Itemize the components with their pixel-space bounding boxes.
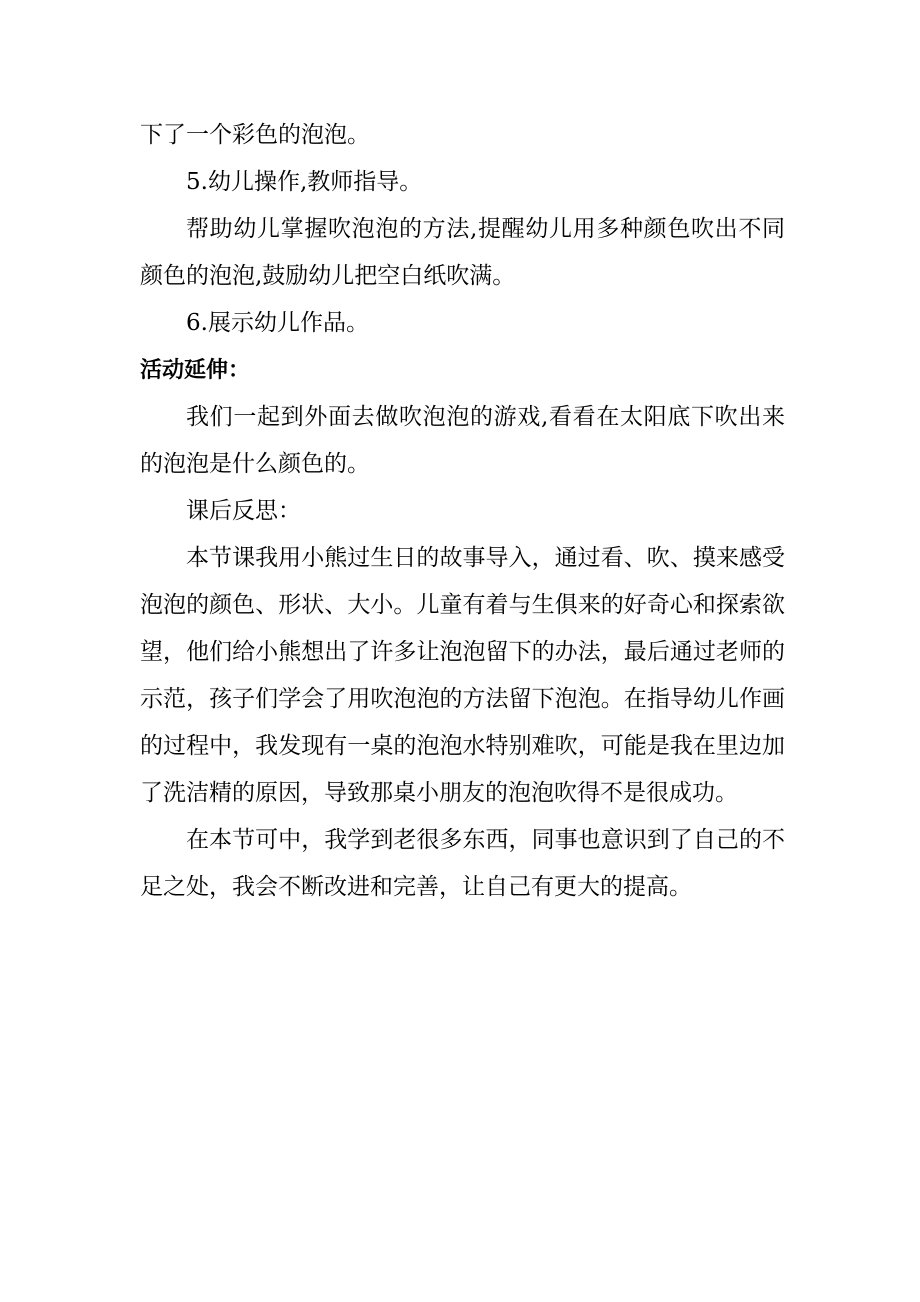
paragraph-step-5: 5.幼儿操作,教师指导。 [186, 169, 423, 195]
paragraph-step-5-detail: 帮助幼儿掌握吹泡泡的方法,提醒幼儿用多种颜色吹出不同颜色的泡泡,鼓励幼儿把空白纸吹满。 [140, 216, 785, 289]
paragraph-extension: 我们一起到外面去做吹泡泡的游戏,看看在太阳底下吹出来的泡泡是什么颜色的。 [140, 404, 785, 477]
paragraph-continuation: 下了一个彩色的泡泡。 [140, 122, 370, 148]
paragraph-step-6: 6.展示幼儿作品。 [186, 310, 369, 336]
paragraph-reflection-conclusion: 在本节可中，我学到老很多东西，同事也意识到了自己的不足之处，我会不断改进和完善，让自己有更大的提高。 [140, 827, 785, 900]
section-heading-extension: 活动延伸： [140, 358, 251, 383]
document-body [140, 112, 785, 911]
paragraph-reflection-title: 课后反思： [186, 498, 301, 524]
paragraph-reflection-body: 本节课我用小熊过生日的故事导入，通过看、吹、摸来感受泡泡的颜色、形状、大小。儿童有着与生俱来的好奇心和探索欲望，他们给小熊想出了许多让泡泡留下的办法，最后通过老师的示范，孩子们学会了用吹泡泡的方法留下泡泡。在指导幼儿作画的过程中，我发现有一桌的泡泡水特别难吹，可能是我在里边加了洗洁精的原因，导致那桌小朋友的泡泡吹得不是很成功。 [140, 545, 785, 806]
